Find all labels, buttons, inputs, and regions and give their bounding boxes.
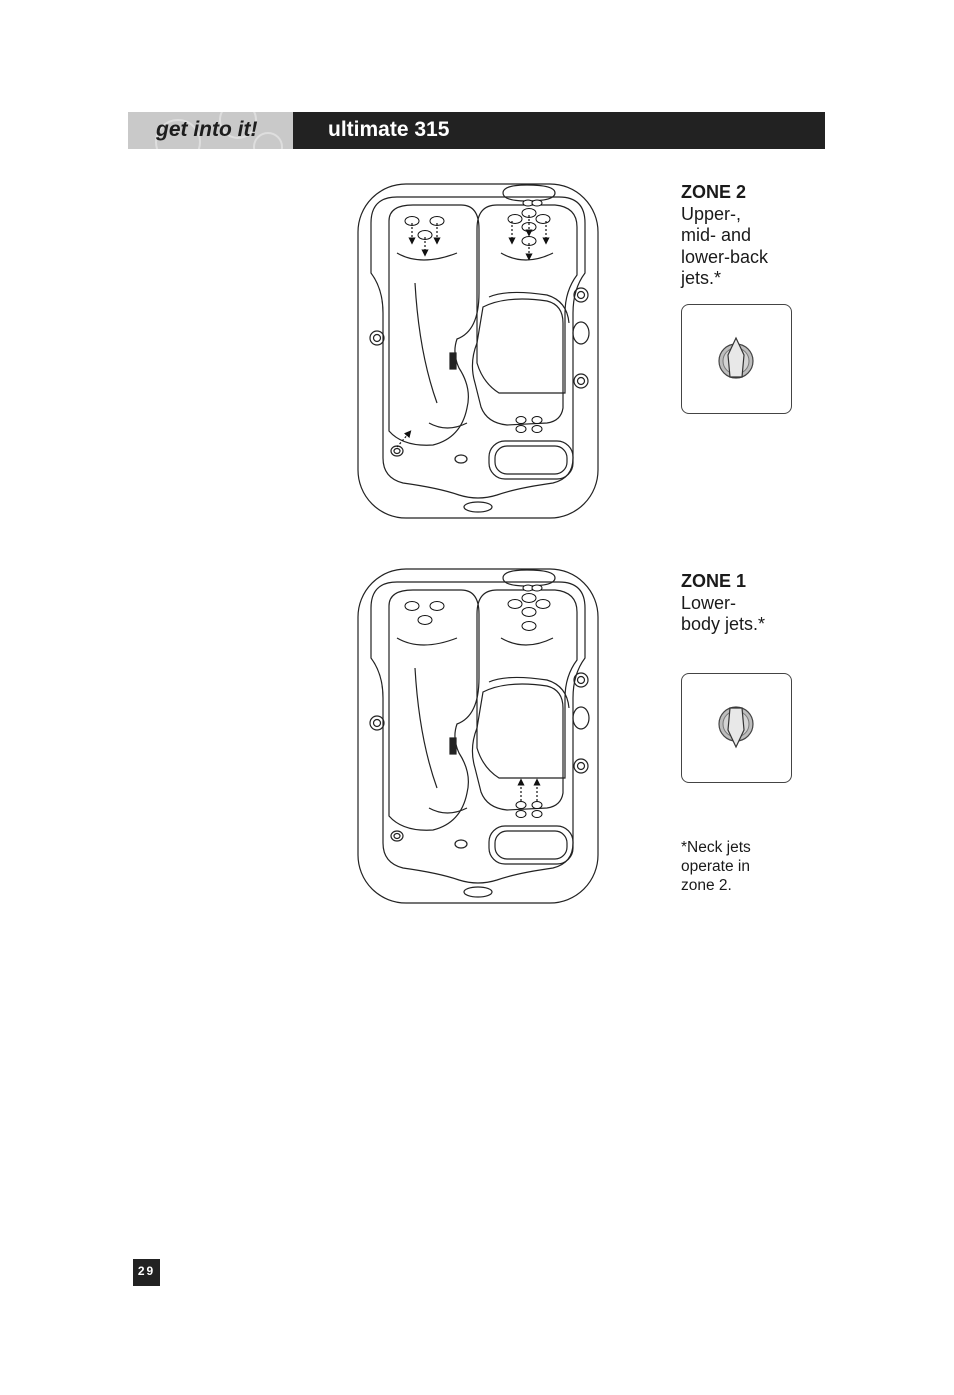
zone-2-knob-panel [681,304,792,414]
zone-2-line: jets.* [681,268,722,288]
page-title: ultimate 315 [328,118,450,141]
zone-2-line: lower-back [681,246,769,267]
footnote-line: zone 2. [681,877,732,894]
title-bar [293,112,825,149]
zone-1-description [681,571,765,636]
section-tag: get into it! [156,118,258,141]
section-tab [128,112,293,149]
page-number: 29 [133,1259,160,1286]
footnote-line: operate in [681,858,750,875]
zone-2-title: ZONE 2 [681,182,747,202]
zone-1-knob-panel [681,673,792,783]
footnote-line: *Neck jets [681,839,751,856]
zone-1-line: body jets.* [681,614,766,634]
diverter-knob-icon [682,674,791,782]
zone-2-description [681,182,768,290]
zone-1-title: ZONE 1 [681,571,747,591]
diverter-knob-icon [682,305,791,413]
spa-diagram-zone-2 [357,183,599,520]
footnote [681,838,751,895]
zone-2-line: Upper-, [681,203,742,224]
zone-1-line: Lower- [681,592,737,613]
page-header [128,112,825,149]
spa-diagram-zone-1 [357,568,599,905]
zone-2-line: mid- and [681,225,752,245]
